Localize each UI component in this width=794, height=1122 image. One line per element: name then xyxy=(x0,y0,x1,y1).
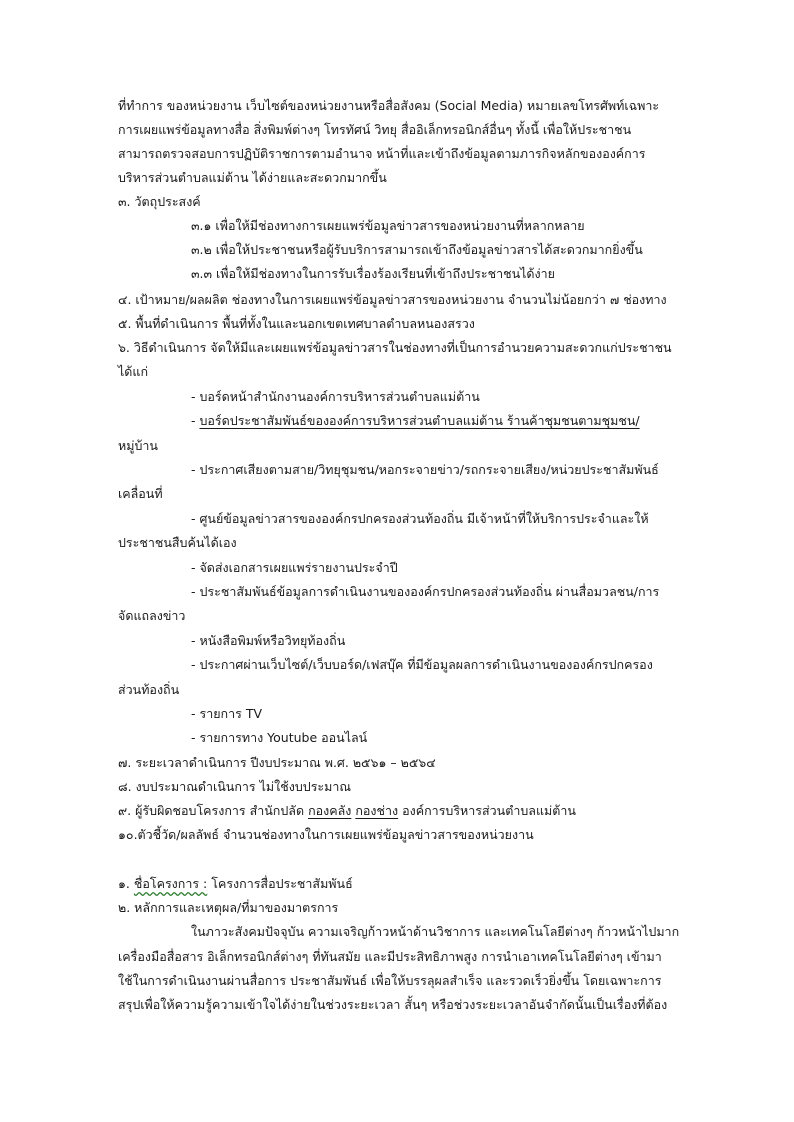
objective-item: ๓.๓ เพื่อให้มีช่องทางในการรับเรื่องร้องเรียนที่เข้าถึงประชาชนได้ง่าย xyxy=(191,266,555,281)
channel-item: - ประกาศเสียงตามสาย/วิทยุชุมชน/หอกระจายข่าว/รถกระจายเสียง/หน่วยประชาสัมพันธ์ xyxy=(191,462,659,477)
objective-item: ๓.๒ เพื่อให้ประชาชนหรือผู้รับบริการสามารถเข้าถึงข้อมูลข่าวสารได้สะดวกมากยิ่งขึ้น xyxy=(191,242,643,257)
channel-item: - บอร์ดประชาสัมพันธ์ขององค์การบริหารส่วนตำบลแม่ต้าน ร้านค้าชุมชนตามชุมชน/ xyxy=(191,413,640,428)
project-title-line: ๑. ชื่อโครงการ : โครงการสื่อประชาสัมพันธ์ xyxy=(118,876,353,891)
objective-item: ๓.๑ เพื่อให้มีช่องทางการเผยแพร่ข้อมูลข่าวสารของหน่วยงานที่หลากหลาย xyxy=(191,218,585,233)
rationale-line: ใช้ในการดำเนินงานผ่านสื่อการ ประชาสัมพันธ์ เพื่อให้บรรลุผลสำเร็จ และรวดเร็วยิ่งขึ้น โดยเฉพาะการ xyxy=(118,973,662,988)
area-line: ๕. พื้นที่ดำเนินการ พื้นที่ทั้งในและนอกเขตเทศบาลตำบลหนองสรวง xyxy=(118,316,475,331)
channel-item: - ประกาศผ่านเว็บไซต์/เว็บบอร์ด/เฟสบุ๊ค ที่มีข้อมูลผลการดำเนินงานขององค์กรปกครอง xyxy=(191,657,653,672)
period-line: ๗. ระยะเวลาดำเนินการ ปีงบประมาณ พ.ศ. ๒๕๖๑ – ๒๕๖๔ xyxy=(118,755,436,770)
channel-item: - หนังสือพิมพ์หรือวิทยุท้องถิ่น xyxy=(191,633,346,648)
rationale-line: สรุปเพื่อให้ความรู้ความเข้าใจได้ง่ายในช่วงระยะเวลา สั้นๆ หรือช่วงระยะเวลาอันจำกัดนั้นเป็นเรื่องที่ต้อง xyxy=(118,997,668,1012)
channel-item-cont: หมู่บ้าน xyxy=(118,438,158,453)
responsible-division: กองคลัง xyxy=(308,803,352,818)
responsible-line: ๙. ผู้รับผิดชอบโครงการ สำนักปลัด กองคลัง กองช่าง องค์การบริหารส่วนตำบลแม่ต้าน xyxy=(118,803,576,818)
target-line: ๔. เป้าหมาย/ผลผลิต ช่องทางในการเผยแพร่ข้อมูลข่าวสารของหน่วยงาน จำนวนไม่น้อยกว่า ๗ ช่องทาง xyxy=(118,292,667,307)
intro-line: ที่ทำการ ของหน่วยงาน เว็บไซต์ของหน่วยงานหรือสื่อสังคม (Social Media) หมายเลขโทรศัพท์เฉพาะ xyxy=(118,98,660,113)
method-line: ๖. วิธีดำเนินการ จัดให้มีและเผยแพร่ข้อมูลข่าวสารในช่องทางที่เป็นการอำนวยความสะดวกแก่ประชาชน xyxy=(118,340,672,355)
indicator-line: ๑๐.ตัวชี้วัด/ผลลัพธ์ จำนวนช่องทางในการเผยแพร่ข้อมูลข่าวสารของหน่วยงาน xyxy=(118,827,534,842)
channel-item-underlined: บอร์ดประชาสัมพันธ์ขององค์การบริหารส่วนตำบลแม่ต้าน ร้านค้าชุมชนตามชุมชน/ xyxy=(199,413,640,428)
channel-item-cont: ประชาชนสืบค้นได้เอง xyxy=(118,535,237,550)
channel-item-cont: จัดแถลงข่าว xyxy=(118,608,186,623)
objectives-heading: ๓. วัตถุประสงค์ xyxy=(118,194,201,209)
channel-item: - รายการ TV xyxy=(191,706,263,721)
channel-item: - บอร์ดหน้าสำนักงานองค์การบริหารส่วนตำบลแม่ต้าน xyxy=(191,389,480,404)
intro-line: บริหารส่วนตำบลแม่ต้าน ได้ง่ายและสะดวกมากขึ้น xyxy=(118,170,387,185)
budget-line: ๘. งบประมาณดำเนินการ ไม่ใช้งบประมาณ xyxy=(118,779,351,794)
intro-line: สามารถตรวจสอบการปฏิบัติราชการตามอำนาจ หน้าที่และเข้าถึงข้อมูลตามภารกิจหลักขององค์การ xyxy=(118,146,646,161)
channel-item: - ศูนย์ข้อมูลข่าวสารขององค์กรปกครองส่วนท้องถิ่น มีเจ้าหน้าที่ให้บริการประจำและให้ xyxy=(191,511,649,526)
rationale-line: ในภาวะสังคมปัจจุบัน ความเจริญก้าวหน้าด้านวิชาการ และเทคโนโลยีต่างๆ ก้าวหน้าไปมาก xyxy=(191,924,680,939)
method-line: ได้แก่ xyxy=(118,364,149,379)
intro-line: การเผยแพร่ข้อมูลทางสื่อ สิ่งพิมพ์ต่างๆ โทรทัศน์ วิทยุ สื่ออิเล็กทรอนิกส์อื่นๆ ทั้งนี้ เพื่อให้ประชาชน xyxy=(118,122,632,137)
channel-item: - รายการทาง Youtube ออนไลน์ xyxy=(191,730,368,745)
channel-item-cont: ส่วนท้องถิ่น xyxy=(118,682,180,697)
channel-item-cont: เคลื่อนที่ xyxy=(118,486,163,501)
channel-item: - ประชาสัมพันธ์ข้อมูลการดำเนินงานขององค์กรปกครองส่วนท้องถิ่น ผ่านสื่อมวลชน/การ xyxy=(191,584,660,599)
rationale-line: เครื่องมือสื่อสาร อิเล็กทรอนิกส์ต่างๆ ที่ทันสมัย และมีประสิทธิภาพสูง การนำเอาเทคโนโลยีต่างๆ เข้ามา xyxy=(118,949,662,964)
rationale-heading: ๒. หลักการและเหตุผล/ที่มาของมาตรการ xyxy=(118,900,339,915)
responsible-division: กองช่าง xyxy=(355,803,399,818)
project-title-label: ชื่อโครงการ : xyxy=(133,876,208,891)
channel-item: - จัดส่งเอกสารเผยแพร่รายงานประจำปี xyxy=(191,560,398,575)
